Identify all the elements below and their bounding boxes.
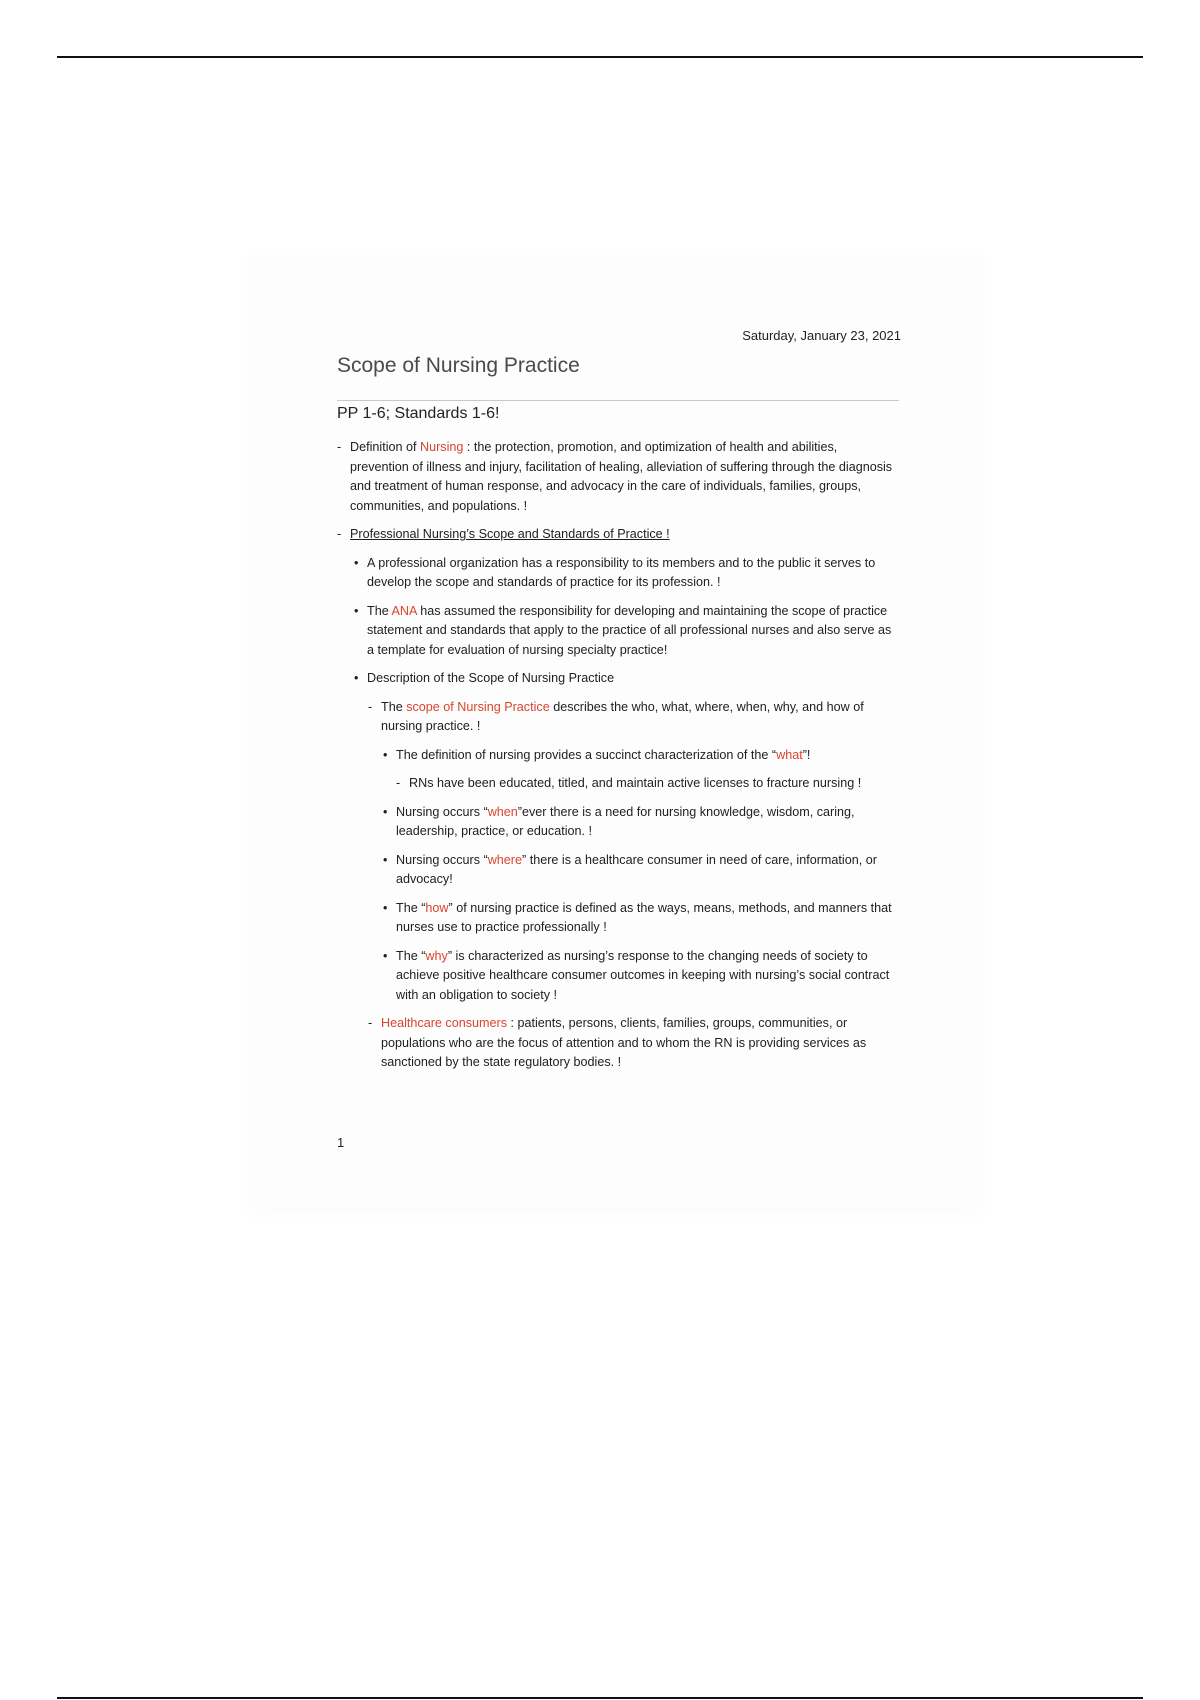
highlight-term: why — [425, 948, 448, 963]
highlight-term: scope of Nursing Practice — [406, 699, 550, 714]
list-item-healthcare-consumers: - Healthcare consumers : patients, persons, clients, families, groups, communities, or populations who are the focus of attention and to whom the RN is providing services as sanctioned by the state regulatory bodies. ! — [368, 1016, 867, 1069]
bullet-marker: • — [354, 671, 359, 685]
bullet-marker: • — [354, 603, 359, 618]
bullet-marker: • — [383, 852, 388, 867]
dash-marker: - — [396, 776, 401, 790]
bottom-rule — [57, 1697, 1143, 1699]
list-item-rns-licensed: - RNs have been educated, titled, and maintain active licenses to fracture nursing ! — [337, 774, 899, 794]
list-item-scope-standards — [337, 525, 899, 545]
list-item-scope-of-practice: - The scope of Nursing Practice describes the who, what, where, when, why, and how of nursing practice. ! — [368, 699, 864, 733]
notes-body — [337, 438, 899, 1082]
list-item-why: • The “why” is characterized as nursing’s response to the changing needs of society to achieve positive healthcare consumer outcomes in keeping with nursing’s social contract with an obligation to society ! — [383, 948, 890, 1002]
dash-marker: - — [368, 699, 373, 714]
top-rule — [57, 56, 1143, 58]
list-item-definition-nursing: - Definition of Nursing : the protection, promotion, and optimization of health and abilities, prevention of illness and injury, facilitation of healing, alleviation of suffering through the diagnosis and treatment of human response, and advocacy in the care of individuals, families, groups, communities, and populations. ! — [337, 440, 893, 513]
bullet-marker: • — [383, 948, 388, 963]
highlight-term: ANA — [391, 603, 417, 618]
list-item-what: • The definition of nursing provides a succinct characterization of the “what”! — [337, 746, 899, 766]
bullet-marker: • — [383, 747, 388, 762]
list-item-when: • Nursing occurs “when”ever there is a need for nursing knowledge, wisdom, caring, leadership, practice, or education. ! — [383, 804, 855, 838]
note-date: Saturday, January 23, 2021 — [742, 328, 901, 343]
underlined-heading: Professional Nursing’s Scope and Standards of Practice ! — [350, 527, 670, 541]
bullet-marker: • — [383, 804, 388, 819]
page-number: 1 — [337, 1135, 345, 1150]
list-item-professional-organization: • A professional organization has a responsibility to its members and to the public it serves to develop the scope and standards of practice for its profession. ! — [354, 555, 876, 589]
document-page — [255, 262, 977, 1207]
dash-marker: - — [337, 440, 342, 454]
dash-marker: - — [368, 1016, 373, 1030]
page-subtitle: PP 1-6; Standards 1-6! — [337, 405, 500, 422]
highlight-term: Healthcare consumers — [381, 1016, 507, 1030]
bullet-marker: • — [354, 555, 359, 570]
list-item-where: • Nursing occurs “where” there is a healthcare consumer in need of care, information, or advocacy! — [383, 852, 877, 886]
page-title: Scope of Nursing Practice — [337, 354, 580, 377]
highlight-term: how — [425, 900, 449, 915]
title-divider — [337, 400, 899, 401]
bullet-marker: • — [383, 900, 388, 915]
list-item-how: • The “how” of nursing practice is defined as the ways, means, methods, and manners that nurses use to practice professionally ! — [383, 900, 892, 934]
list-item-ana: • The ANA has assumed the responsibility for developing and maintaining the scope of practice statement and standards that apply to the practice of all professional nurses and also serve as a template for evaluation of nursing specialty practice! — [354, 603, 892, 657]
highlight-term: what — [776, 747, 803, 762]
list-item-description-scope: • Description of the Scope of Nursing Practice — [337, 669, 899, 689]
highlight-term: when — [487, 804, 518, 819]
highlight-term: where — [487, 852, 522, 867]
dash-marker: - — [337, 527, 342, 541]
highlight-term: Nursing — [420, 440, 464, 454]
